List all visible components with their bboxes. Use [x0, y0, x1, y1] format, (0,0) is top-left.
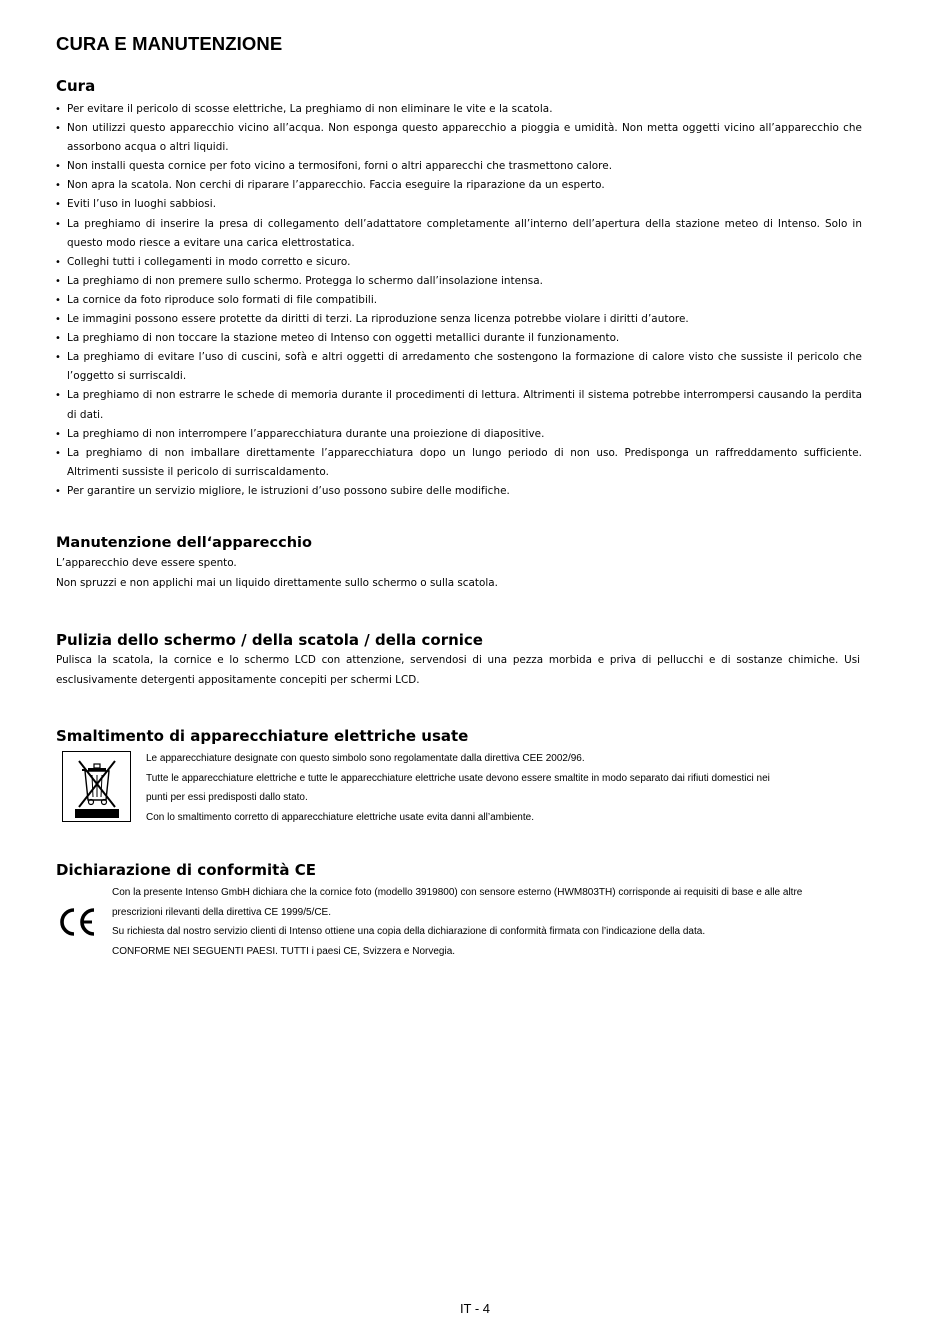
list-item: • La cornice da foto riproduce solo formati di file compatibili. [56, 291, 862, 310]
pulizia-section [56, 631, 860, 690]
list-item: • Per evitare il pericolo di scosse elettriche, La preghiamo di non eliminare le vite e la scatola. [56, 100, 862, 119]
cura-section [56, 77, 862, 501]
conformita-section [56, 861, 886, 957]
conformita-line-3: Su richiesta dal nostro servizio clienti di Intenso ottiene una copia della dichiarazione di conformità firmata con l’indicazione della data. [112, 926, 706, 937]
smaltimento-line-3: punti per essi predisposti dallo stato. [146, 792, 308, 804]
list-item: • Non apra la scatola. Non cerchi di riparare l’apparecchio. Faccia eseguire la riparazione da un esperto. [56, 176, 862, 195]
list-item: • Le immagini possono essere protette da diritti di terzi. La riproduzione senza licenza potrebbe violare i diritti d’autore. [56, 310, 862, 329]
smaltimento-text [146, 749, 866, 828]
page-number: IT - 4 [459, 1301, 491, 1316]
list-item: • La preghiamo di non imballare direttamente l’apparecchiatura dopo un lungo periodo di non uso. Predisponga un raffreddamento sufficiente. Altrimenti sussiste il pericolo di surriscaldamento. [56, 444, 862, 482]
smaltimento-line-4: Con lo smaltimento corretto di apparecchiature elettriche usate evita danni all’ambiente. [146, 812, 534, 824]
manutenzione-section [56, 535, 862, 593]
list-item: • Eviti l’uso in luoghi sabbiosi. [56, 195, 862, 214]
pulizia-text: Pulisca la scatola, la cornice e lo schermo LCD con attenzione, servendosi di una pezza morbida e priva di pellucchi e di sostanze chimiche. Usi esclusivamente detergenti appositamente concepiti per schermi LCD. [56, 654, 860, 686]
list-item: • Per garantire un servizio migliore, le istruzioni d’uso possono subire delle modifiche. [56, 482, 862, 501]
list-item: • La preghiamo di evitare l’uso di cuscini, sofà e altri oggetti di arredamento che sostengono la formazione di calore visto che sussiste il pericolo che l’oggetto si surriscaldi. [56, 348, 862, 386]
smaltimento-line-2: Tutte le apparecchiature elettriche e tutte le apparecchiature elettriche usate devono essere smaltite in modo separato dai rifiuti domestici nei [146, 772, 770, 784]
list-item: • Non installi questa cornice per foto vicino a termosifoni, forni o altri apparecchi che trasmettono calore. [56, 157, 862, 176]
smaltimento-line-1: Le apparecchiature designate con questo simbolo sono regolamentate dalla direttiva CEE 2002/96. [146, 753, 585, 764]
smaltimento-section [56, 727, 862, 824]
conformita-line-1: Con la presente Intenso GmbH dichiara che la cornice foto (modello 3919800) con sensore esterno (HWM803TH) corrisponde ai requisiti di base e alle altre [112, 887, 803, 898]
pulizia-heading: Pulizia dello schermo / della scatola / della cornice [56, 631, 483, 649]
manutenzione-heading: Manutenzione dell‘apparecchio [56, 535, 312, 551]
manutenzione-line-1: L’apparecchio deve essere spento. [56, 557, 237, 569]
cura-list [56, 100, 862, 501]
conformita-heading: Dichiarazione di conformità CE [56, 861, 316, 879]
list-item: • La preghiamo di non interrompere l’apparecchiatura durante una proiezione di diapositive. [56, 425, 862, 444]
list-item: • La preghiamo di inserire la presa di collegamento dell’adattatore completamente all’interno dell’apertura della stazione meteo di Intenso. Solo in questo modo riesce a evitare una carica elettrostatica. [56, 215, 862, 253]
manutenzione-line-2: Non spruzzi e non applichi mai un liquido direttamente sullo schermo o sulla scatola. [56, 576, 498, 589]
list-item: • Colleghi tutti i collegamenti in modo corretto e sicuro. [56, 253, 862, 272]
list-item: • La preghiamo di non toccare la stazione meteo di Intenso con oggetti metallici durante il funzionamento. [56, 329, 862, 348]
cura-heading: Cura [56, 77, 96, 95]
smaltimento-heading: Smaltimento di apparecchiature elettriche usate [56, 727, 469, 745]
conformita-line-4: CONFORME NEI SEGUENTI PAESI. TUTTI i paesi CE, Svizzera e Norvegia. [112, 945, 456, 957]
list-item: • Non utilizzi questo apparecchio vicino all’acqua. Non esponga questo apparecchio a pioggia e umidità. Non metta oggetti vicino all’apparecchio che assorbono acqua o altri liquidi. [56, 119, 862, 157]
list-item: • La preghiamo di non estrarre le schede di memoria durante il procedimenti di lettura. Altrimenti il sistema potrebbe interrompersi causando la perdita di dati. [56, 386, 862, 424]
page-title: CURA E MANUTENZIONE [56, 33, 283, 54]
conformita-line-2: prescrizioni rilevanti della direttiva CE 1999/5/CE. [112, 906, 331, 918]
ce-mark-icon [56, 906, 98, 938]
list-item: • La preghiamo di non premere sullo schermo. Protegga lo schermo dall’insolazione intensa. [56, 272, 862, 291]
weee-crossed-bin-icon [62, 751, 131, 822]
conformita-text [112, 883, 887, 961]
